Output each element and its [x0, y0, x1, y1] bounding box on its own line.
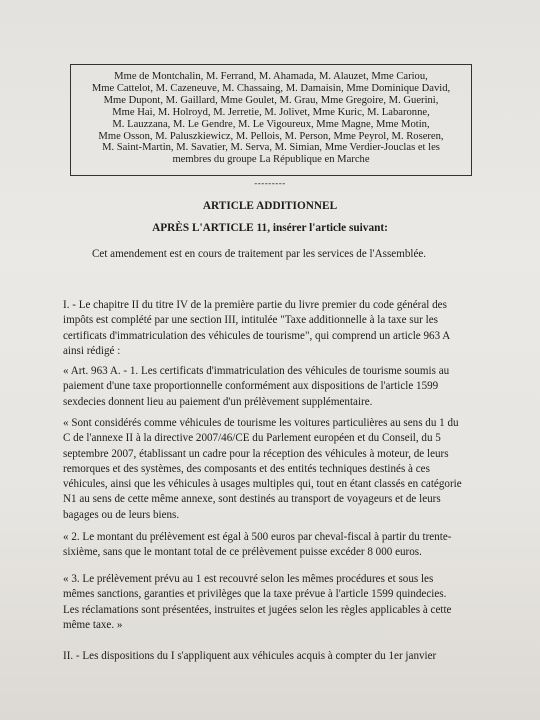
paragraph-6 [63, 649, 459, 664]
paragraph-line: C de l'annexe II à la directive 2007/46/CE du Parlement européen et du Conseil, du 5 [63, 432, 441, 445]
article-title: ARTICLE ADDITIONNEL [202, 200, 338, 212]
paragraph-line: septembre 2007, établissant un cadre pour la réception des véhicules à moteur, de leurs [63, 447, 449, 460]
paragraph-line: Les réclamations sont présentées, instruites et jugées selon les règles applicables à cette [63, 603, 452, 616]
paragraph-1 [63, 298, 459, 359]
authors-line: membres du groupe La République en Marche [172, 154, 370, 166]
insert-instruction: APRÈS L'ARTICLE 11, insérer l'article suivant: [152, 222, 388, 234]
paragraph-line: remorques et des systèmes, des composants et des entités techniques destinés à ces [63, 462, 430, 475]
paragraph-line: I. - Le chapitre II du titre IV de la première partie du livre premier du code général des [63, 299, 447, 311]
authors-line: Mme Dupont, M. Gaillard, Mme Goulet, M. Grau, Mme Gregoire, M. Guerini, [103, 94, 439, 106]
paragraph-line: ainsi rédigé : [63, 344, 121, 357]
paragraph-line: II. - Les dispositions du I s'appliquent aux véhicules acquis à compter du 1er janvier [63, 650, 437, 662]
paragraph-4 [63, 530, 459, 561]
authors-line: Mme Hai, M. Holroyd, M. Jerretie, M. Jolivet, Mme Kuric, M. Labaronne, [112, 106, 430, 118]
paragraph-line: paiement d'une taxe proportionnelle conformément aux dispositions de l'article 1599 [63, 380, 439, 393]
paragraph-line: « 3. Le prélèvement prévu au 1 est recouvré selon les mêmes procédures et sous les [63, 573, 434, 585]
paragraph-line: « Sont considérés comme véhicules de tourisme les voitures particulières au sens du 1 du [63, 417, 459, 429]
paragraph-line: même taxe. » [63, 618, 123, 631]
paragraph-line: sixième, sans que le montant total de ce prélèvement puisse excéder 8 000 euros. [63, 546, 422, 559]
status-text: Cet amendement est en cours de traitement par les services de l'Assemblée. [92, 248, 427, 260]
paragraph-line: impôts est complété par une section III, intitulée "Taxe additionnelle à la taxe sur les [63, 314, 438, 327]
paragraph-line: N1 au sens de cette même annexe, sont destinés au transport de voyageurs et de leurs [63, 493, 441, 506]
paragraph-line: « Art. 963 A. - 1. Les certificats d'immatriculation des véhicules de tourisme soumis au [63, 365, 450, 377]
authors-line: M. Saint-Martin, M. Savatier, M. Serva, M. Simian, Mme Verdier-Jouclas et les [102, 142, 440, 154]
separator: --------- [254, 178, 286, 188]
authors-box [70, 64, 472, 176]
paragraph-line: « 2. Le montant du prélèvement est égal à 500 euros par cheval-fiscal à partir du trente- [63, 531, 452, 543]
paragraph-line: mêmes sanctions, garanties et privilèges que la taxe prévue à l'article 1599 quindecies. [63, 588, 447, 601]
paragraph-2 [63, 364, 459, 410]
authors-line: Mme Cattelot, M. Cazeneuve, M. Chassaing, M. Damaisin, Mme Dominique David, [91, 82, 451, 94]
authors-line: M. Lauzzana, M. Le Gendre, M. Le Vigoureux, Mme Magne, Mme Motin, [112, 118, 430, 130]
paragraph-5 [63, 572, 459, 633]
paragraph-3 [63, 416, 462, 523]
paragraph-line: véhicules, ainsi que les véhicules à usages multiples qui, tout en étant classés en catégorie [63, 478, 462, 491]
paragraph-line: certificats d'immatriculation des véhicules de tourisme", qui comprend un article 963 A [63, 329, 451, 342]
paragraph-line: sexdecies donnent lieu au paiement d'un prélèvement supplémentaire. [63, 395, 373, 408]
paragraph-line: bagages ou de leurs biens. [63, 508, 180, 521]
authors-line: Mme de Montchalin, M. Ferrand, M. Ahamada, M. Alauzet, Mme Cariou, [114, 71, 428, 82]
authors-line: Mme Osson, M. Paluszkiewicz, M. Pellois, M. Person, Mme Peyrol, M. Roseren, [98, 130, 444, 142]
